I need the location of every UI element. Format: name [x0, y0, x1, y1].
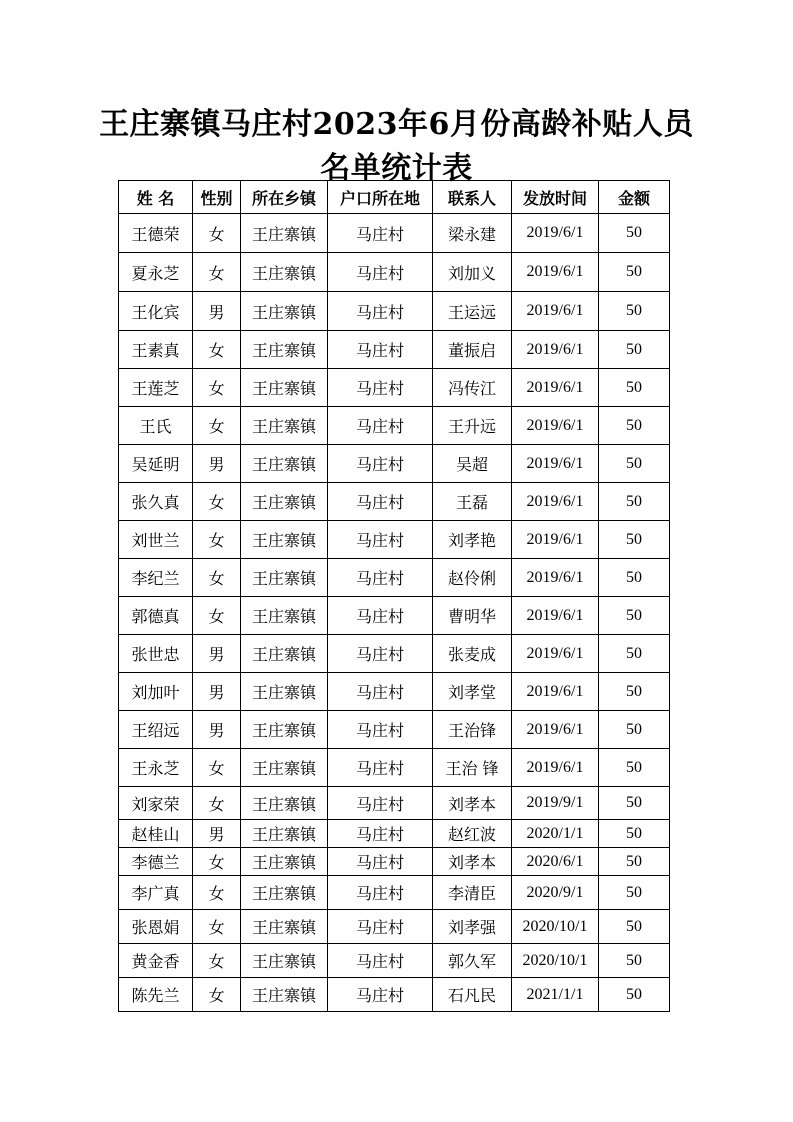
cell-amount: 50 [599, 876, 670, 910]
cell-contact: 刘孝艳 [433, 521, 512, 559]
cell-date: 2020/1/1 [512, 820, 599, 848]
table-row [119, 521, 670, 559]
table-row [119, 910, 670, 944]
cell-date: 2019/6/1 [512, 559, 599, 597]
cell-date: 2020/10/1 [512, 910, 599, 944]
cell-township: 王庄寨镇 [241, 214, 328, 253]
cell-amount: 50 [599, 711, 670, 749]
cell-name: 李纪兰 [119, 559, 193, 597]
cell-residence: 马庄村 [328, 597, 433, 635]
cell-township: 王庄寨镇 [241, 445, 328, 483]
cell-township: 王庄寨镇 [241, 369, 328, 407]
cell-township: 王庄寨镇 [241, 407, 328, 445]
cell-amount: 50 [599, 369, 670, 407]
cell-gender: 女 [193, 483, 241, 521]
cell-gender: 女 [193, 407, 241, 445]
cell-name: 刘家荣 [119, 787, 193, 820]
cell-gender: 男 [193, 635, 241, 673]
cell-name: 王德荣 [119, 214, 193, 253]
cell-residence: 马庄村 [328, 876, 433, 910]
cell-amount: 50 [599, 635, 670, 673]
cell-residence: 马庄村 [328, 673, 433, 711]
cell-date: 2019/6/1 [512, 253, 599, 292]
cell-name: 王莲芝 [119, 369, 193, 407]
subsidy-roster-table [118, 180, 670, 1012]
cell-residence: 马庄村 [328, 944, 433, 978]
cell-name: 陈先兰 [119, 978, 193, 1012]
cell-gender: 女 [193, 749, 241, 787]
table-row [119, 483, 670, 521]
cell-township: 王庄寨镇 [241, 787, 328, 820]
cell-gender: 女 [193, 978, 241, 1012]
cell-gender: 女 [193, 331, 241, 369]
cell-name: 王氏 [119, 407, 193, 445]
cell-amount: 50 [599, 910, 670, 944]
cell-contact: 曹明华 [433, 597, 512, 635]
cell-contact: 石凡民 [433, 978, 512, 1012]
header-name: 姓 名 [119, 181, 193, 214]
cell-township: 王庄寨镇 [241, 331, 328, 369]
cell-township: 王庄寨镇 [241, 876, 328, 910]
cell-contact: 董振启 [433, 331, 512, 369]
table-row [119, 597, 670, 635]
cell-name: 王素真 [119, 331, 193, 369]
cell-amount: 50 [599, 673, 670, 711]
cell-township: 王庄寨镇 [241, 253, 328, 292]
cell-amount: 50 [599, 331, 670, 369]
cell-name: 王化宾 [119, 292, 193, 331]
cell-contact: 郭久军 [433, 944, 512, 978]
cell-residence: 马庄村 [328, 214, 433, 253]
table-row [119, 292, 670, 331]
cell-date: 2019/6/1 [512, 407, 599, 445]
cell-residence: 马庄村 [328, 559, 433, 597]
cell-date: 2019/6/1 [512, 331, 599, 369]
cell-residence: 马庄村 [328, 978, 433, 1012]
cell-gender: 男 [193, 445, 241, 483]
cell-residence: 马庄村 [328, 820, 433, 848]
cell-date: 2020/6/1 [512, 848, 599, 876]
cell-residence: 马庄村 [328, 483, 433, 521]
cell-amount: 50 [599, 214, 670, 253]
cell-township: 王庄寨镇 [241, 820, 328, 848]
cell-residence: 马庄村 [328, 787, 433, 820]
table-row [119, 820, 670, 848]
cell-contact: 刘孝强 [433, 910, 512, 944]
cell-name: 王绍远 [119, 711, 193, 749]
cell-date: 2019/6/1 [512, 483, 599, 521]
cell-residence: 马庄村 [328, 407, 433, 445]
cell-amount: 50 [599, 944, 670, 978]
cell-gender: 女 [193, 597, 241, 635]
cell-name: 夏永芝 [119, 253, 193, 292]
table-row [119, 559, 670, 597]
cell-name: 刘世兰 [119, 521, 193, 559]
table-row [119, 749, 670, 787]
table-row [119, 445, 670, 483]
cell-date: 2019/6/1 [512, 214, 599, 253]
table-row [119, 978, 670, 1012]
cell-gender: 男 [193, 711, 241, 749]
cell-amount: 50 [599, 749, 670, 787]
header-registered-residence: 户口所在地 [328, 181, 433, 214]
cell-name: 黄金香 [119, 944, 193, 978]
cell-date: 2019/6/1 [512, 369, 599, 407]
cell-date: 2020/10/1 [512, 944, 599, 978]
cell-contact: 王治 锋 [433, 749, 512, 787]
cell-amount: 50 [599, 483, 670, 521]
cell-contact: 王磊 [433, 483, 512, 521]
cell-gender: 女 [193, 787, 241, 820]
cell-amount: 50 [599, 292, 670, 331]
cell-date: 2019/6/1 [512, 597, 599, 635]
cell-amount: 50 [599, 820, 670, 848]
cell-township: 王庄寨镇 [241, 978, 328, 1012]
cell-gender: 女 [193, 369, 241, 407]
cell-contact: 王升远 [433, 407, 512, 445]
table-row [119, 944, 670, 978]
table-row [119, 787, 670, 820]
cell-date: 2019/9/1 [512, 787, 599, 820]
table-row [119, 407, 670, 445]
cell-contact: 刘孝堂 [433, 673, 512, 711]
header-gender: 性别 [193, 181, 241, 214]
cell-date: 2019/6/1 [512, 635, 599, 673]
cell-township: 王庄寨镇 [241, 559, 328, 597]
cell-amount: 50 [599, 559, 670, 597]
cell-name: 吴延明 [119, 445, 193, 483]
cell-gender: 女 [193, 944, 241, 978]
cell-contact: 王治锋 [433, 711, 512, 749]
cell-amount: 50 [599, 445, 670, 483]
cell-residence: 马庄村 [328, 369, 433, 407]
table-row [119, 711, 670, 749]
cell-name: 李德兰 [119, 848, 193, 876]
cell-contact: 梁永建 [433, 214, 512, 253]
cell-gender: 女 [193, 559, 241, 597]
cell-township: 王庄寨镇 [241, 910, 328, 944]
table-row [119, 331, 670, 369]
table-row [119, 673, 670, 711]
cell-name: 王永芝 [119, 749, 193, 787]
cell-contact: 刘孝本 [433, 848, 512, 876]
cell-township: 王庄寨镇 [241, 944, 328, 978]
cell-gender: 男 [193, 292, 241, 331]
cell-contact: 刘孝本 [433, 787, 512, 820]
cell-amount: 50 [599, 597, 670, 635]
cell-date: 2019/6/1 [512, 749, 599, 787]
table-row [119, 876, 670, 910]
cell-residence: 马庄村 [328, 445, 433, 483]
cell-name: 张世忠 [119, 635, 193, 673]
cell-name: 赵桂山 [119, 820, 193, 848]
cell-residence: 马庄村 [328, 521, 433, 559]
cell-township: 王庄寨镇 [241, 521, 328, 559]
header-amount: 金额 [599, 181, 670, 214]
cell-name: 刘加叶 [119, 673, 193, 711]
cell-township: 王庄寨镇 [241, 292, 328, 331]
cell-contact: 冯传江 [433, 369, 512, 407]
cell-residence: 马庄村 [328, 711, 433, 749]
cell-gender: 女 [193, 214, 241, 253]
cell-residence: 马庄村 [328, 848, 433, 876]
document-title-line2: 名单统计表 [320, 151, 473, 186]
cell-township: 王庄寨镇 [241, 711, 328, 749]
header-township: 所在乡镇 [241, 181, 328, 214]
cell-residence: 马庄村 [328, 253, 433, 292]
cell-gender: 女 [193, 521, 241, 559]
cell-residence: 马庄村 [328, 910, 433, 944]
cell-date: 2019/6/1 [512, 521, 599, 559]
document-title-line1: 王庄寨镇马庄村2023年6月份高龄补贴人员 [99, 107, 694, 142]
cell-amount: 50 [599, 787, 670, 820]
cell-contact: 王运远 [433, 292, 512, 331]
cell-township: 王庄寨镇 [241, 848, 328, 876]
cell-amount: 50 [599, 407, 670, 445]
cell-name: 郭德真 [119, 597, 193, 635]
cell-township: 王庄寨镇 [241, 635, 328, 673]
header-payment-date: 发放时间 [512, 181, 599, 214]
table-row [119, 214, 670, 253]
cell-gender: 女 [193, 253, 241, 292]
cell-date: 2019/6/1 [512, 673, 599, 711]
cell-township: 王庄寨镇 [241, 483, 328, 521]
cell-amount: 50 [599, 253, 670, 292]
cell-gender: 女 [193, 910, 241, 944]
cell-date: 2019/6/1 [512, 711, 599, 749]
cell-gender: 女 [193, 848, 241, 876]
cell-contact: 赵伶俐 [433, 559, 512, 597]
table-row [119, 635, 670, 673]
cell-name: 张恩娟 [119, 910, 193, 944]
cell-residence: 马庄村 [328, 635, 433, 673]
table-row [119, 848, 670, 876]
cell-name: 李广真 [119, 876, 193, 910]
cell-contact: 刘加义 [433, 253, 512, 292]
table-body [119, 214, 670, 1012]
cell-date: 2020/9/1 [512, 876, 599, 910]
cell-amount: 50 [599, 978, 670, 1012]
cell-date: 2019/6/1 [512, 292, 599, 331]
cell-date: 2019/6/1 [512, 445, 599, 483]
cell-gender: 男 [193, 673, 241, 711]
table-header-row [119, 181, 670, 214]
cell-contact: 赵红波 [433, 820, 512, 848]
cell-residence: 马庄村 [328, 292, 433, 331]
cell-residence: 马庄村 [328, 749, 433, 787]
cell-amount: 50 [599, 848, 670, 876]
cell-contact: 李清臣 [433, 876, 512, 910]
cell-contact: 张麦成 [433, 635, 512, 673]
cell-residence: 马庄村 [328, 331, 433, 369]
cell-township: 王庄寨镇 [241, 673, 328, 711]
cell-township: 王庄寨镇 [241, 749, 328, 787]
table-row [119, 369, 670, 407]
table-row [119, 253, 670, 292]
cell-date: 2021/1/1 [512, 978, 599, 1012]
cell-township: 王庄寨镇 [241, 597, 328, 635]
header-contact-person: 联系人 [433, 181, 512, 214]
cell-contact: 吴超 [433, 445, 512, 483]
cell-amount: 50 [599, 521, 670, 559]
cell-gender: 女 [193, 876, 241, 910]
cell-gender: 男 [193, 820, 241, 848]
cell-name: 张久真 [119, 483, 193, 521]
